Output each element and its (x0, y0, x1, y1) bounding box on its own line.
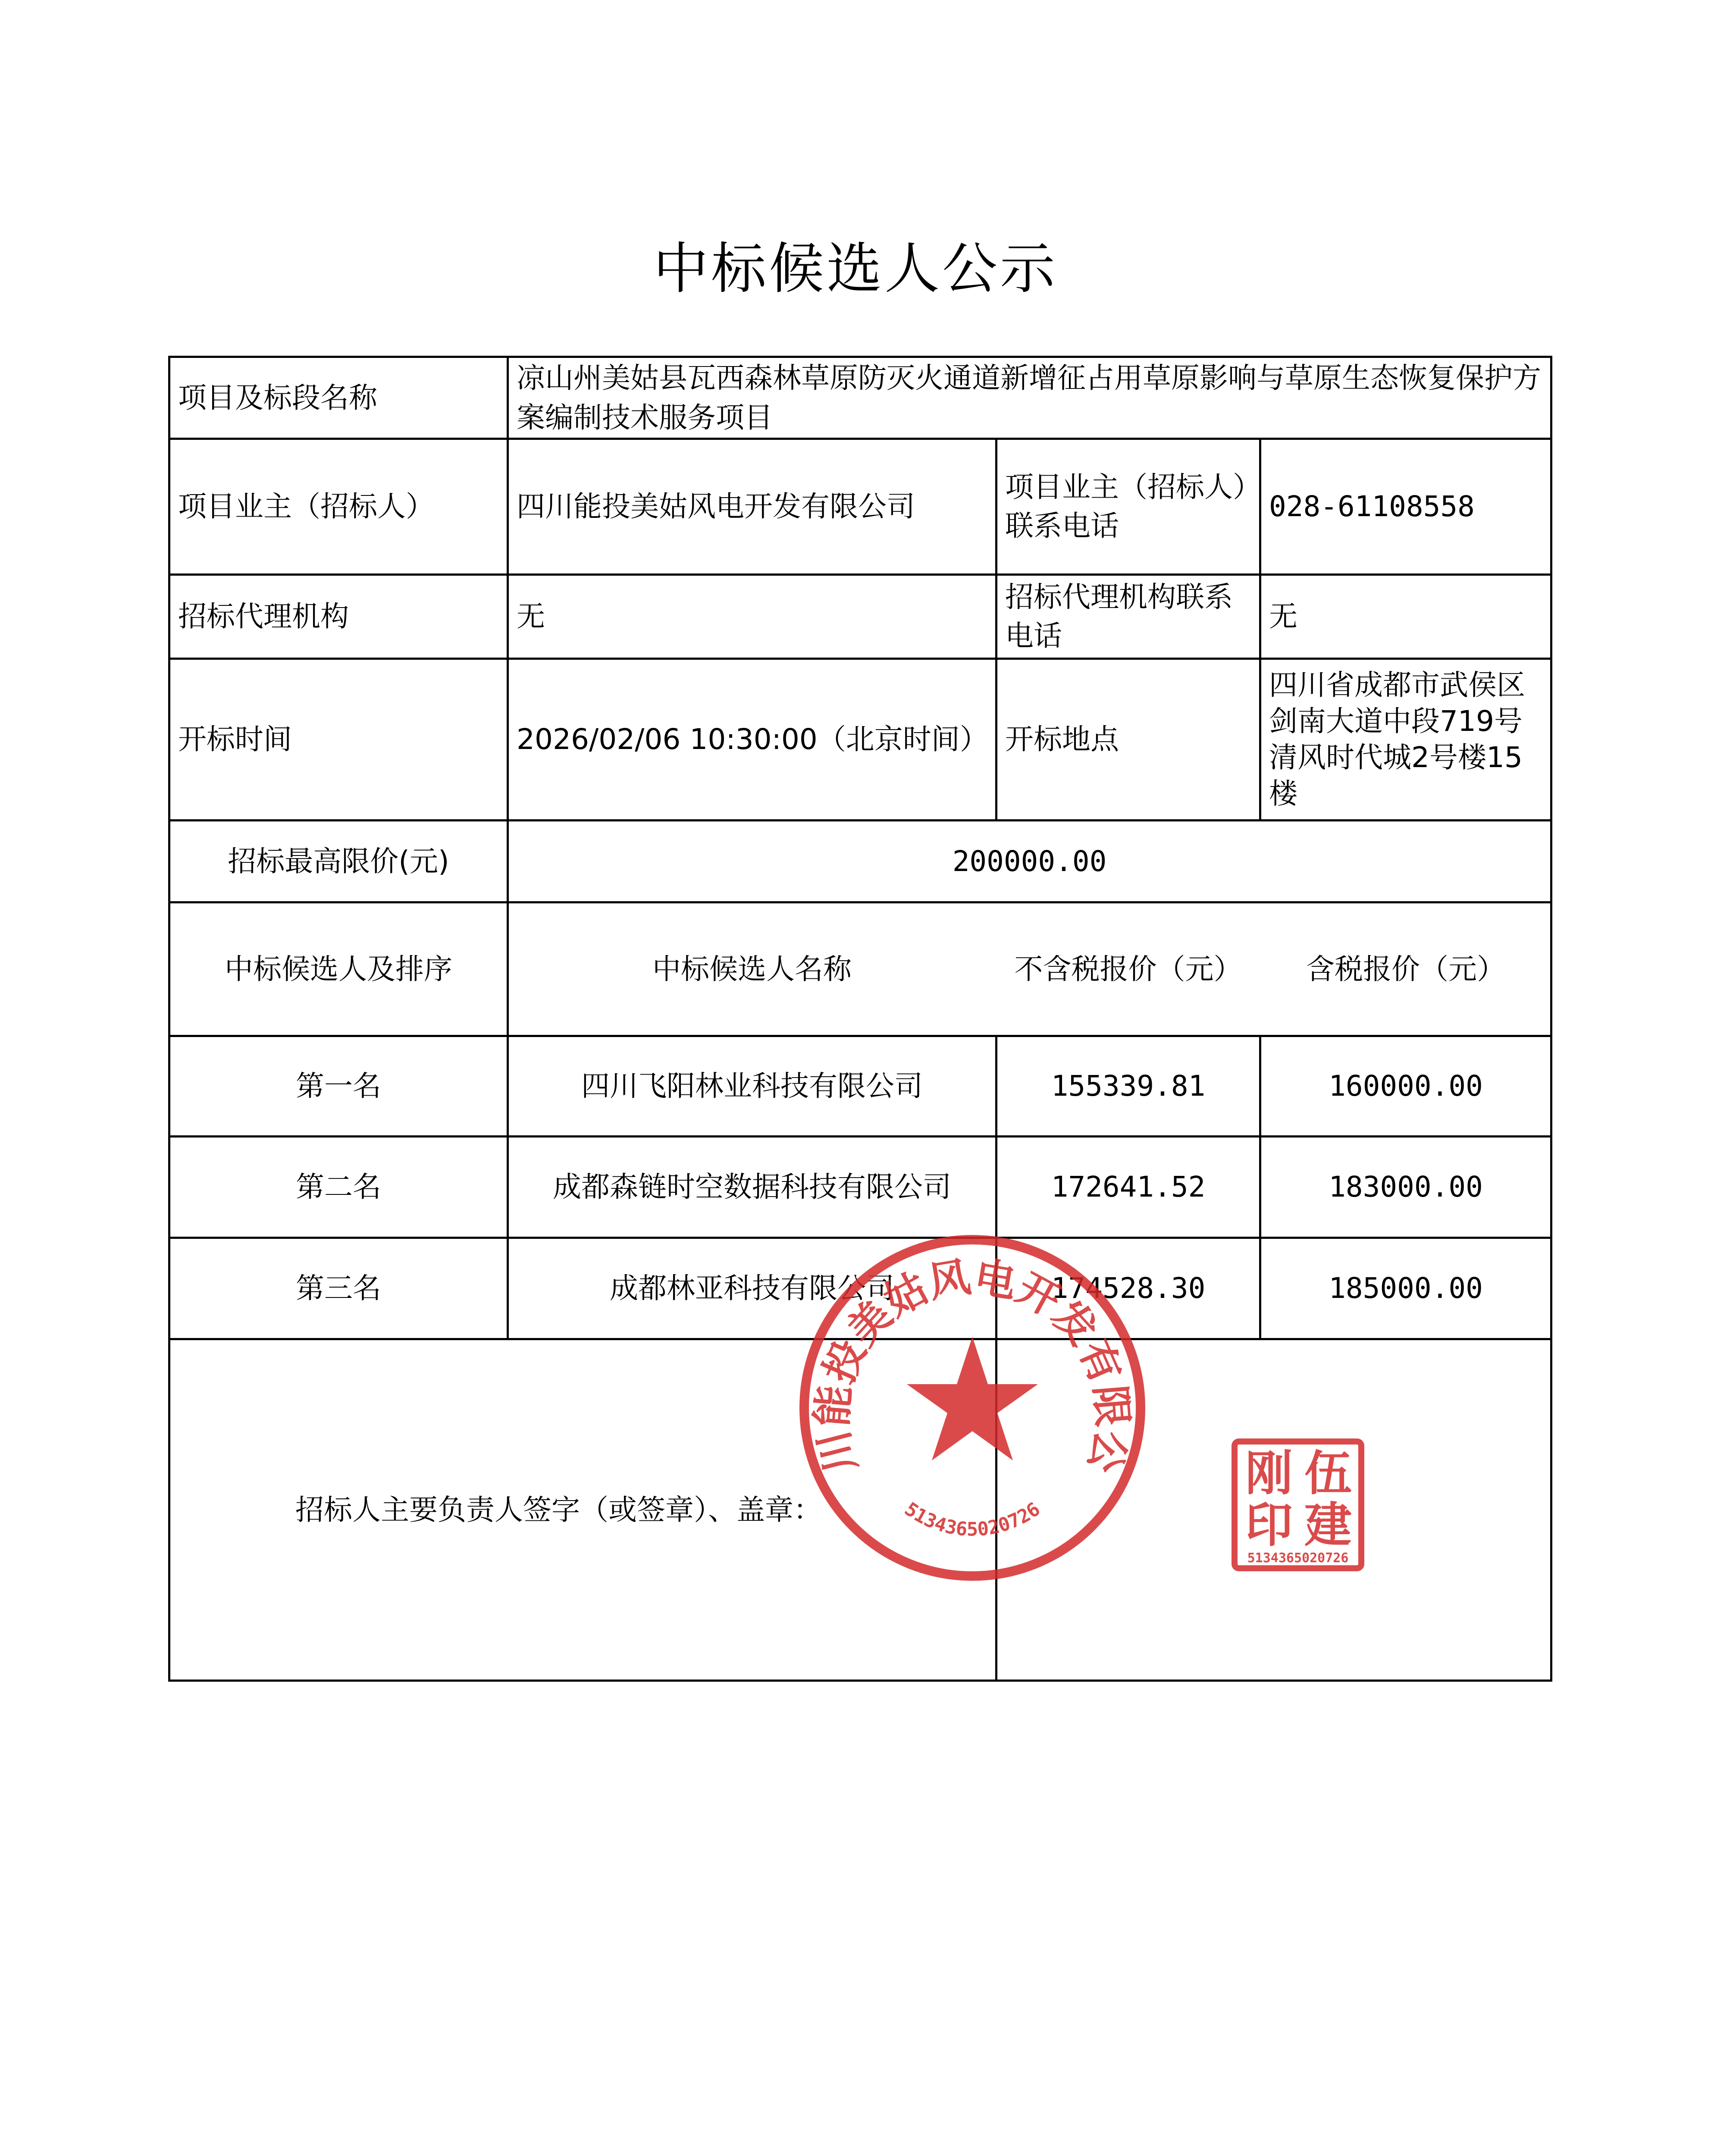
header-inc-tax: 含税报价（元） (1306, 952, 1505, 986)
personal-seal-code: 5134365020726 (1247, 1551, 1349, 1566)
page-title: 中标候选人公示 (653, 237, 1058, 301)
opening-place-value: 四川省成都市武侯区剑南大道中段719号清风时代城2号楼15楼 (1269, 668, 1525, 810)
opening-time-value: 2026/02/06 10:30:00（北京时间） (517, 723, 988, 756)
max-price-label: 招标最高限价(元) (228, 844, 449, 878)
agency-phone-value: 无 (1269, 600, 1297, 633)
project-label: 项目及标段名称 (178, 381, 377, 414)
opening-place-label: 开标地点 (1005, 723, 1119, 756)
owner-value: 四川能投美姑风电开发有限公司 (517, 490, 915, 523)
owner-phone-label: 项目业主（招标人）联系电话 (1005, 470, 1247, 542)
agency-phone-label: 招标代理机构联系电话 (1005, 580, 1233, 652)
candidate-ex-tax: 155339.81 (1051, 1069, 1206, 1103)
header-name: 中标候选人名称 (652, 952, 852, 986)
candidate-inc-tax: 185000.00 (1329, 1272, 1483, 1305)
personal-seal-char: 伍 (1304, 1446, 1352, 1501)
signature-label: 招标人主要负责人签字（或签章）、盖章： (295, 1493, 822, 1526)
opening-time-label: 开标时间 (178, 723, 292, 756)
owner-phone-value: 028-61108558 (1269, 490, 1475, 523)
candidate-inc-tax: 160000.00 (1329, 1069, 1483, 1103)
candidate-ex-tax: 172641.52 (1051, 1170, 1206, 1203)
seal-code-text: 5134365020726 (900, 1498, 1044, 1541)
header-rank: 中标候选人及排序 (225, 952, 452, 986)
personal-seal (1231, 1438, 1365, 1572)
candidate-rank: 第一名 (296, 1069, 381, 1103)
owner-label: 项目业主（招标人） (178, 490, 434, 523)
company-seal (796, 1231, 1149, 1585)
seal-company-text: 川能投美姑风电开发有限公 (808, 1252, 1137, 1478)
agency-label: 招标代理机构 (178, 600, 349, 633)
candidate-name: 四川飞阳林业科技有限公司 (581, 1069, 923, 1103)
candidate-rank: 第二名 (296, 1170, 381, 1203)
project-value: 凉山州美姑县瓦西森林草原防灭火通道新增征占用草原影响与草原生态恢复保护方案编制技术服务项目 (517, 361, 1541, 434)
agency-value: 无 (517, 600, 545, 633)
personal-seal-char: 印 (1245, 1498, 1293, 1553)
candidate-name: 成都林亚科技有限公司 (610, 1272, 894, 1305)
candidate-inc-tax: 183000.00 (1329, 1170, 1483, 1203)
candidate-name: 成都森链时空数据科技有限公司 (553, 1170, 951, 1203)
header-ex-tax: 不含税报价（元） (1014, 952, 1242, 986)
candidate-rank: 第三名 (296, 1272, 381, 1305)
max-price-value: 200000.00 (952, 844, 1107, 878)
personal-seal-char: 建 (1304, 1498, 1352, 1553)
personal-seal-char: 刚 (1245, 1446, 1293, 1501)
candidate-ex-tax: 174528.30 (1051, 1272, 1206, 1305)
